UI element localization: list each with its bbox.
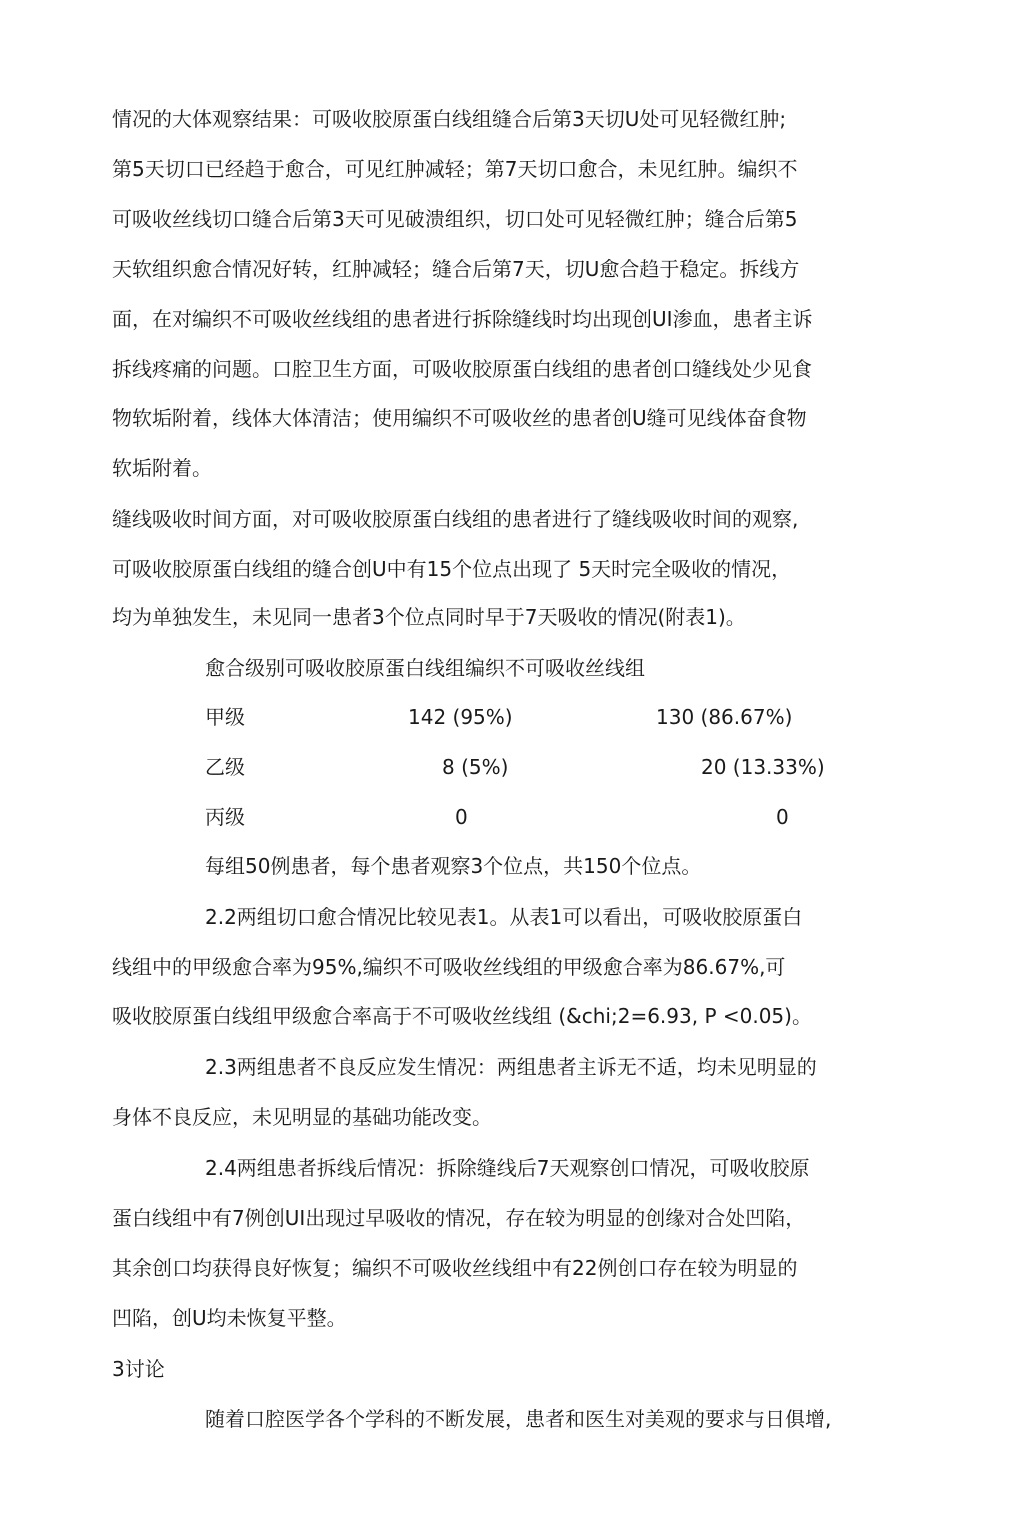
- table-cell-grade: 甲级: [205, 705, 245, 729]
- table-cell-col2: 130 (86.67%): [656, 705, 793, 729]
- body-text-line: 可吸收胶原蛋白线组的缝合创U中有15个位点出现了 5天时完全吸收的情况，: [112, 557, 792, 581]
- table-cell-col1: 142 (95%): [408, 705, 513, 729]
- body-text-line: 2.4两组患者拆线后情况：拆除缝线后7天观察创口情况，可吸收胶原: [205, 1156, 810, 1180]
- table-cell-col1: 8 (5%): [442, 755, 509, 779]
- body-text-line: 物软垢附着，线体大体清洁；使用编织不可吸收丝的患者创U缝可见线体奋食物: [112, 406, 807, 430]
- body-text-line: 天软组织愈合情况好转，红肿减轻；缝合后第7天，切U愈合趋于稳定。拆线方: [112, 257, 800, 281]
- table-cell-grade: 乙级: [205, 755, 245, 779]
- table-cell-grade: 丙级: [205, 805, 245, 829]
- body-text-line: 2.3两组患者不良反应发生情况：两组患者主诉无不适，均未见明显的: [205, 1055, 817, 1079]
- table-header: 愈合级别可吸收胶原蛋白线组编织不可吸收丝线组: [205, 656, 645, 680]
- body-text-line: 吸收胶原蛋白线组甲级愈合率高于不可吸收丝线组 (&chi;2=6.93, P <0.05)。: [112, 1004, 812, 1028]
- body-text-line: 第5天切口已经趋于愈合，可见红肿减轻；第7天切口愈合，未见红肿。编织不: [112, 157, 798, 181]
- body-text-line: 蛋白线组中有7例创UI出现过早吸收的情况，存在较为明显的创缘对合处凹陷，: [112, 1206, 806, 1230]
- body-text-line: 缝线吸收时间方面，对可吸收胶原蛋白线组的患者进行了缝线吸收时间的观察,: [112, 507, 799, 531]
- body-text-line: 身体不良反应，未见明显的基础功能改变。: [112, 1105, 492, 1129]
- section-heading: 3讨论: [112, 1357, 165, 1381]
- body-text-line: 软垢附着。: [112, 456, 212, 480]
- body-text-line: 可吸收丝线切口缝合后第3天可见破溃组织，切口处可见轻微红肿；缝合后第5: [112, 207, 798, 231]
- table-cell-col2: 0: [776, 805, 789, 829]
- table-cell-col1: 0: [455, 805, 468, 829]
- table-cell-col2: 20 (13.33%): [701, 755, 825, 779]
- table-note: 每组50例患者，每个患者观察3个位点，共150个位点。: [205, 854, 702, 878]
- body-text-line: 凹陷，创U均未恢复平整。: [112, 1306, 347, 1330]
- body-text-line: 情况的大体观察结果：可吸收胶原蛋白线组缝合后第3天切U处可见轻微红肿;: [112, 107, 787, 131]
- body-text-line: 均为单独发生，未见同一患者3个位点同时早于7天吸收的情况(附表1)。: [112, 605, 746, 629]
- body-text-line: 线组中的甲级愈合率为95%,编织不可吸收丝线组的甲级愈合率为86.67%,可: [112, 955, 786, 979]
- body-text-line: 其余创口均获得良好恢复；编织不可吸收丝线组中有22例创口存在较为明显的: [112, 1256, 798, 1280]
- body-text-line: 面，在对编织不可吸收丝线组的患者进行拆除缝线时均出现创UI渗血，患者主诉: [112, 307, 813, 331]
- body-text-line: 拆线疼痛的问题。口腔卫生方面，可吸收胶原蛋白线组的患者创口缝线处少见食: [112, 357, 812, 381]
- body-text-line: 2.2两组切口愈合情况比较见表1。从表1可以看出，可吸收胶原蛋白: [205, 905, 803, 929]
- body-text-line: 随着口腔医学各个学科的不断发展，患者和医生对美观的要求与日俱增,: [205, 1407, 832, 1431]
